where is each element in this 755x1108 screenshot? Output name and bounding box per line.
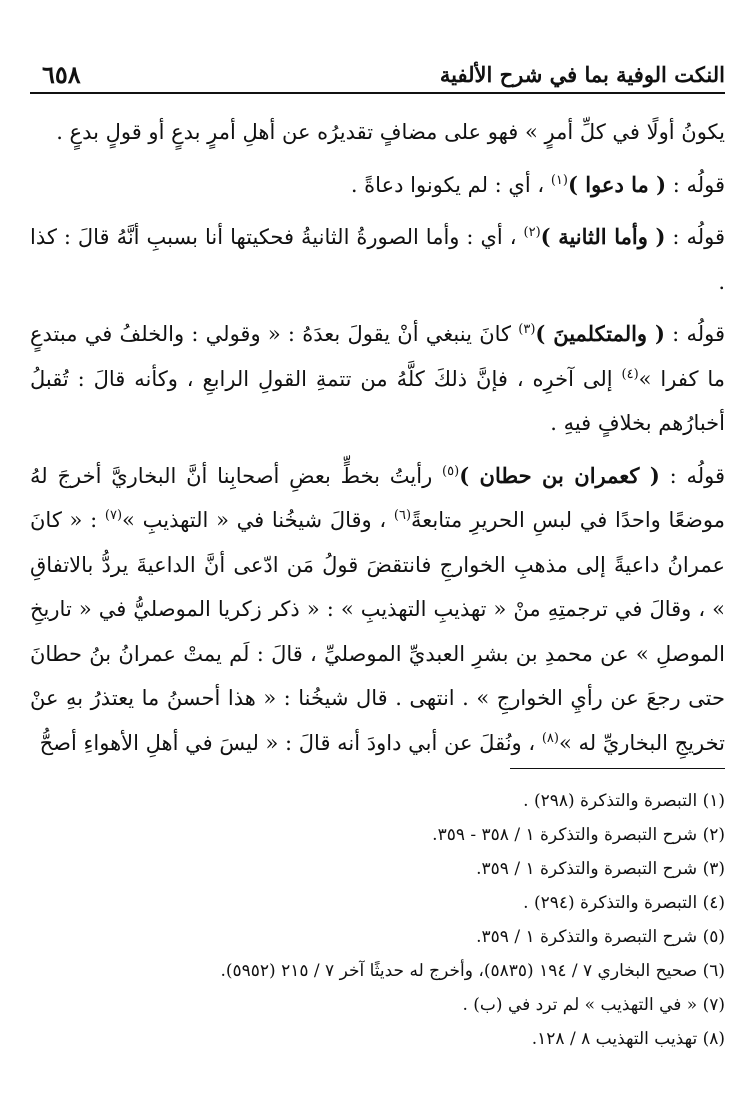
- footnote: (٥) شرح التبصرة والتذكرة ١ / ٣٥٩.: [476, 927, 725, 947]
- footnote: (٦) صحيح البخاري ٧ / ١٩٤ (٥٨٣٥)، وأخرج له حديثًا آخر ٧ / ٢١٥ (٥٩٥٢).: [220, 961, 725, 981]
- footnote: (٤) التبصرة والتذكرة (٢٩٤) .: [523, 893, 725, 913]
- footnote: (٢) شرح التبصرة والتذكرة ١ / ٣٥٨ - ٣٥٩.: [432, 825, 725, 845]
- footnote-ref: (٧): [104, 508, 123, 523]
- running-header: [30, 50, 725, 94]
- paragraph: [30, 110, 725, 155]
- text-run: إلى آخرِه ، فإنَّ ذلكَ كلَّهُ من تتمةِ القولِ الرابعِ ، وكأنه قالَ : تُقبلُ أخبارُهم بخلافٍ فيهِ .: [30, 366, 725, 435]
- text-run: رأيتُ بخطٍّ بعضِ أصحابِنا أنَّ البخاريَّ أخرجَ لهُ موضعًا واحدًا في لبسِ الحريرِ متابعةً: [30, 463, 725, 532]
- quoted-lemma: ( كعمران بن حطان ): [459, 462, 660, 488]
- text-run: قولُه :: [659, 463, 725, 488]
- footnotes: [30, 784, 725, 1056]
- paragraph: [30, 215, 725, 304]
- paragraph: [30, 312, 725, 446]
- text-run: ، ونُقلَ عن أبي داودَ أنه قالَ : « ليسَ في أهلِ الأهواءِ أصحُّ: [39, 730, 542, 755]
- text-run: قولُه :: [665, 225, 725, 249]
- footnote-ref: (٦): [393, 508, 412, 523]
- footnote-ref: (٣): [518, 322, 536, 337]
- footnote-ref: (٤): [621, 366, 639, 382]
- text-run: ، وقالَ شيخُنا في « التهذيبِ »: [122, 508, 394, 532]
- footnote-ref: (٨): [541, 730, 559, 746]
- page-number: ٦٥٨: [42, 60, 81, 89]
- footnote: (٨) تهذيب التهذيب ٨ / ١٢٨.: [531, 1029, 725, 1049]
- text-run: يكونُ أولًا في كلِّ أمرٍ » فهو على مضافٍ تقديرُه عن أهلِ أمرٍ بدعٍ أو قولٍ بدعٍ .: [56, 120, 725, 144]
- text-run: : « كانَ عمرانُ داعيةً إلى مذهبِ الخوارجِ فانتقضَ قولُ مَن ادّعى أنَّ الداعيةَ يردُّ بالاتفاقِ » ، وقالَ في ترجمتِهِ منْ « تهذيبِ التهذيبِ » : « ذكر زكريا الموصليُّ في « تاريخِ الموصلِ » عن محمدِ بن بشرِ العبديِّ الموصليِّ ، قالَ : لَم يمتْ عمرانُ بنُ حطانَ حتى رجعَ عن رأيِ الخوارجِ » . انتهى . قال شيخُنا : « هذا أحسنُ ما يعتذرُ بهِ عنْ تخريجِ البخاريِّ له »: [30, 508, 725, 755]
- footnote-separator: [510, 768, 725, 769]
- main-text: [30, 110, 725, 773]
- text-run: ، أي : لم يكونوا دعاةً .: [350, 172, 551, 197]
- quoted-lemma: ( وأما الثانية ): [540, 224, 666, 249]
- footnote: (١) التبصرة والتذكرة (٢٩٨) .: [523, 791, 725, 811]
- quoted-lemma: ( والمتكلمينَ ): [535, 321, 665, 346]
- footnote: (٧) « في التهذيب » لم ترد في (ب) .: [462, 995, 725, 1015]
- text-run: قولُه :: [666, 172, 725, 197]
- footnote-ref: (٢): [523, 225, 541, 240]
- footnote-ref: (١): [550, 172, 568, 188]
- text-run: كانَ ينبغي أنْ يقولَ بعدَهُ : « وقولي : والخلفُ في مبتدعٍ ما كفرا »: [30, 322, 726, 391]
- quoted-lemma: ( ما دعوا ): [567, 171, 667, 197]
- book-title: النكت الوفية بما في شرح الألفية: [439, 62, 725, 87]
- footnote-ref: (٥): [442, 463, 460, 479]
- text-run: ، أي : وأما الصورةُ الثانيةُ فحكيتها أنا بسببِ أنَّهُ قالَ : كذا .: [30, 225, 725, 294]
- text-run: قولُه :: [664, 322, 725, 346]
- paragraph: [30, 163, 725, 208]
- paragraph: [30, 454, 725, 766]
- footnote: (٣) شرح التبصرة والتذكرة ١ / ٣٥٩.: [476, 859, 725, 879]
